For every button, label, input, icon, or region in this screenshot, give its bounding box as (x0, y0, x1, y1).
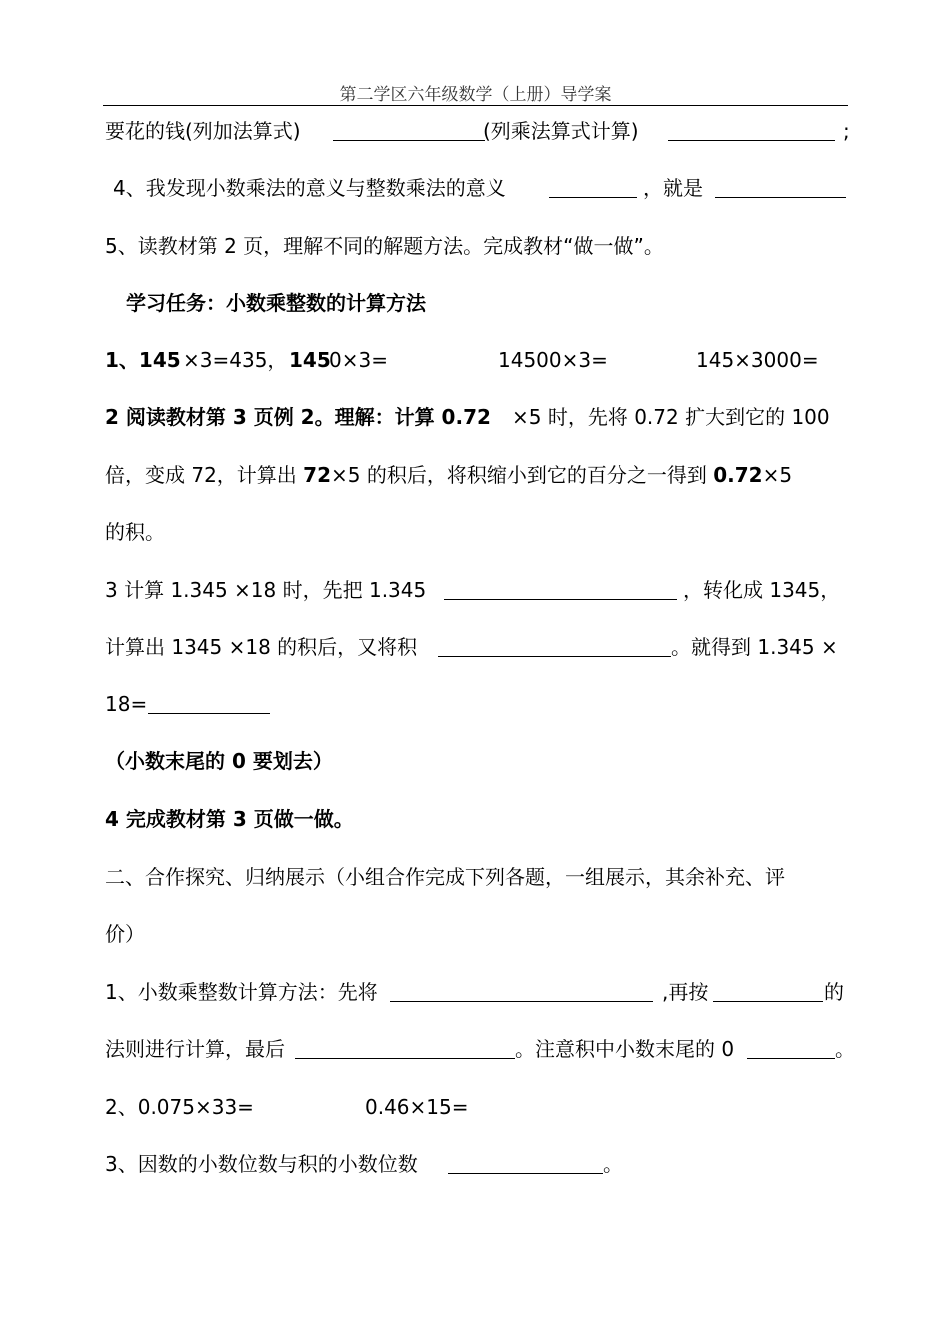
text-145-bold: 1、145 (105, 348, 181, 372)
text-then-by: ,再按 (662, 980, 709, 1004)
line-15: 价） (105, 922, 145, 946)
text-end-period: 。 (603, 1152, 623, 1176)
line-8: 的积。 (105, 520, 165, 544)
blank-that-is[interactable] (715, 175, 846, 198)
text-calc-1345: 3 计算 1.345 ×18 时，先把 1.345 (105, 578, 427, 602)
text-meaning-comparison: 4、我发现小数乘法的意义与整数乘法的意义 (113, 176, 506, 200)
blank-product-adjust[interactable] (438, 634, 671, 657)
page-header: 第二学区六年级数学（上册）导学案 (339, 85, 612, 105)
text-times-becomes: 倍，变成 72，计算出 (105, 463, 304, 487)
text-note-zero: 。注意积中小数末尾的 0 (515, 1037, 735, 1061)
blank-rule[interactable] (713, 979, 823, 1002)
text-convert-to-1345: ，转化成 1345， (683, 578, 841, 602)
text-example2-rest: ×5 时，先将 0.72 扩大到它的 100 (512, 405, 830, 429)
text-1450x3: 0×3= (329, 348, 388, 372)
blank-convert[interactable] (444, 577, 677, 600)
text-14500x3: 14500×3= (498, 348, 608, 372)
text-get-result: 。就得到 1.345 × (671, 635, 838, 659)
line-3: 5、读教材第 2 页，理解不同的解题方法。完成教材“做一做”。 (105, 234, 664, 258)
blank-result[interactable] (148, 691, 270, 714)
text-1450-bold: 145 (289, 348, 331, 372)
line-13: 4 完成教材第 3 页做一做。 (105, 807, 354, 831)
text-calc-rule-last: 法则进行计算，最后 (105, 1037, 285, 1061)
text-method-first: 1、小数乘整数计算方法：先将 (105, 980, 378, 1004)
text-product-shrink: ×5 的积后，将积缩小到它的百分之一得到 (331, 463, 714, 487)
section-task-title: 学习任务：小数乘整数的计算方法 (126, 291, 426, 315)
blank-meaning[interactable] (549, 175, 637, 198)
text-decimal-places: 3、因数的小数位数与积的小数位数 (105, 1152, 418, 1176)
line-7 (105, 460, 850, 490)
text-145x3000: 145×3000= (696, 348, 819, 372)
text-0075x33: 2、0.075×33= (105, 1095, 254, 1119)
text-that-is: ，就是 (643, 176, 703, 200)
text-semicolon: ; (843, 119, 850, 143)
text-18-equals: 18= (105, 692, 148, 716)
blank-addition[interactable] (333, 118, 485, 141)
blank-decimal-places[interactable] (448, 1151, 603, 1174)
text-example2-bold: 2 阅读教材第 3 页例 2。理解：计算 0.72 (105, 405, 491, 429)
text-multiplication-expression: (列乘法算式计算) (483, 119, 639, 143)
note-trailing-zero: （小数末尾的 0 要划去） (105, 749, 333, 773)
text-145x3: ×3=435， (183, 348, 288, 372)
text-x5: ×5 (762, 463, 793, 487)
text-072-bold: 0.72 (713, 463, 763, 487)
text-calc-product: 计算出 1345 ×18 的积后，又将积 (105, 635, 418, 659)
text-046x15: 0.46×15= (365, 1095, 469, 1119)
blank-zero[interactable] (747, 1036, 835, 1059)
blank-method-first[interactable] (390, 979, 653, 1002)
text-of: 的 (824, 980, 844, 1004)
header-rule (103, 105, 848, 106)
text-72-bold: 72 (303, 463, 332, 487)
text-period: 。 (835, 1037, 855, 1061)
blank-finally[interactable] (295, 1036, 515, 1059)
text-addition-expression: 要花的钱(列加法算式) (105, 119, 301, 143)
section-cooperation-title: 二、合作探究、归纳展示（小组合作完成下列各题，一组展示，其余补充、评 (105, 865, 785, 889)
blank-multiplication[interactable] (668, 118, 835, 141)
